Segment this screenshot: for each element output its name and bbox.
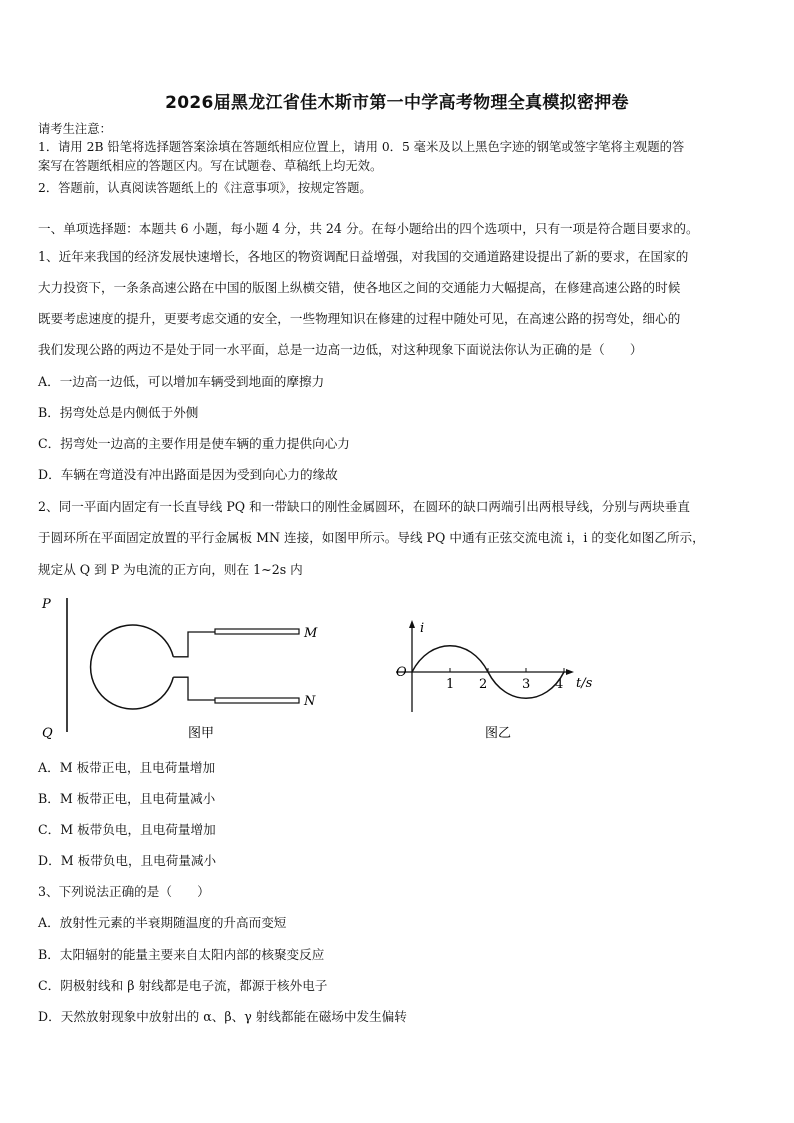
axis-label-i: i [420, 621, 425, 636]
i-axis-arrow [409, 620, 415, 628]
q3-option-c: C．阴极射线和 β 射线都是电子流，都源于核外电子 [38, 978, 328, 993]
q1-option-b: B．拐弯处总是内侧低于外侧 [38, 405, 199, 420]
caption-left: 图甲 [188, 726, 215, 741]
notice-item-2: 2．答题前，认真阅读答题纸上的《注意事项》，按规定答题。 [38, 181, 372, 195]
q3-option-a: A．放射性元素的半衰期随温度的升高而变短 [38, 915, 287, 930]
plate-m [215, 629, 299, 634]
origin-label: O [396, 665, 407, 680]
q2-stem-line-1: 2、同一平面内固定有一长直导线 PQ 和一带缺口的刚性金属圆环，在圆环的缺口两端引出两根导线，分别与两块垂直 [38, 499, 690, 514]
figure-a [41, 597, 318, 741]
lead-wire-top [173, 632, 215, 657]
q3-option-b: B．太阳辐射的能量主要来自太阳内部的核聚变反应 [38, 947, 325, 962]
figure-b [396, 620, 593, 741]
q3-stem: 3、下列说法正确的是（ ） [38, 884, 210, 899]
q1-stem-line-3: 既要考虑速度的提升，更要考虑交通的安全，一些物理知识在修建的过程中随处可见，在高速公路的拐弯处，细心的 [38, 311, 681, 326]
q1-option-a: A．一边高一边低，可以增加车辆受到地面的摩擦力 [38, 374, 325, 389]
q1-stem-line-1: 1、近年来我国的经济发展快速增长，各地区的物资调配日益增强，对我国的交通道路建设提出了新的要求，在国家的 [38, 249, 689, 264]
page-title: 2026届黑龙江省佳木斯市第一中学高考物理全真模拟密押卷 [165, 93, 629, 113]
q2-option-c: C．M 板带负电，且电荷量增加 [38, 822, 216, 837]
q2-stem-line-2: 于圆环所在平面固定放置的平行金属板 MN 连接，如图甲所示。导线 PQ 中通有正弦交流电流 i，i 的变化如图乙所示， [38, 530, 705, 545]
label-p: P [42, 597, 51, 612]
q2-option-b: B．M 板带正电，且电荷量减小 [38, 791, 216, 806]
q2-option-d: D．M 板带负电，且电荷量减小 [38, 853, 217, 868]
metal-ring [91, 625, 174, 709]
label-m: M [304, 626, 318, 641]
q3-option-d: D．天然放射现象中放射出的 α、β、γ 射线都能在磁场中发生偏转 [38, 1009, 407, 1024]
plate-n [215, 698, 299, 703]
t-axis-arrow [566, 669, 574, 675]
q1-option-c: C．拐弯处一边高的主要作用是使车辆的重力提供向心力 [38, 436, 350, 451]
tick-label-3: 3 [522, 677, 531, 692]
tick-label-1: 1 [446, 677, 455, 692]
axis-label-t: t/s [576, 676, 593, 691]
caption-right: 图乙 [485, 726, 512, 741]
tick-label-2: 2 [479, 677, 488, 692]
section-heading: 一、单项选择题：本题共 6 小题，每小题 4 分，共 24 分。在每小题给出的四个选项中，只有一项是符合题目要求的。 [38, 221, 699, 236]
tick-label-4: 4 [555, 677, 564, 692]
q1-option-d: D．车辆在弯道没有冲出路面是因为受到向心力的缘故 [38, 467, 338, 482]
q1-stem-line-4: 我们发现公路的两边不是处于同一水平面，总是一边高一边低，对这种现象下面说法你认为正确的是（ ） [38, 342, 643, 357]
notice-item-1-line-2: 案写在答题纸相应的答题区内。写在试题卷、草稿纸上均无效。 [38, 159, 383, 173]
notice-heading: 请考生注意： [38, 122, 112, 136]
label-n: N [304, 694, 316, 709]
lead-wire-bottom [173, 677, 215, 700]
q2-option-a: A．M 板带正电，且电荷量增加 [38, 760, 216, 775]
label-q: Q [42, 726, 53, 741]
notice-item-1-line-1: 1．请用 2B 铅笔将选择题答案涂填在答题纸相应位置上，请用 0．5 毫米及以上黑色字迹的钢笔或签字笔将主观题的答 [38, 140, 685, 154]
q2-figure [40, 592, 600, 742]
q1-stem-line-2: 大力投资下，一条条高速公路在中国的版图上纵横交错，使各地区之间的交通能力大幅提高，在修建高速公路的时候 [38, 280, 681, 295]
q2-stem-line-3: 规定从 Q 到 P 为电流的正方向，则在 1~2s 内 [38, 562, 303, 577]
